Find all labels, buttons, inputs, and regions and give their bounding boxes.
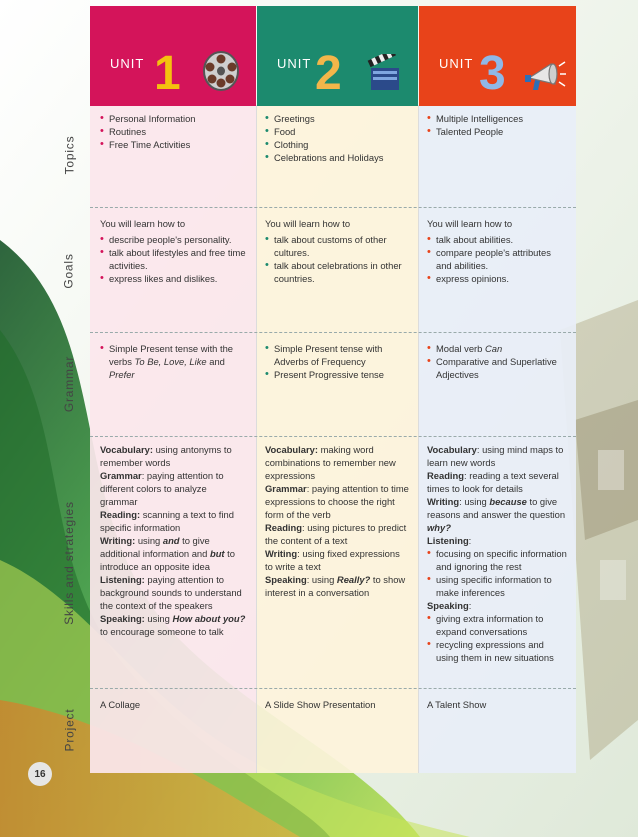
project-unit1: A Collage — [100, 699, 141, 710]
project-unit3: A Talent Show — [427, 699, 487, 710]
unit3-number: 3 — [479, 47, 506, 100]
goals-unit3: You will learn how to • talk about abilities. • compare people's attributes and abilities. • express opinions. — [419, 217, 575, 285]
unit1-word: UNIT — [110, 56, 145, 71]
goals-unit2: You will learn how to • talk about customs of other cultures. • talk about celebrations in other countries. — [257, 217, 417, 285]
skills-unit1: Vocabulary: using antonyms to remember words Grammar: paying attention to different colors to analyze grammar Reading: scanning a text to find specific information Writing: using and to give additional information and but to introduce an opposite idea Listening: paying attention to background sounds to understand the context of the speakers Speaking: using How about you? to encourage someone to talk — [100, 444, 246, 637]
column-unit3-bg — [419, 105, 576, 773]
unit1-header — [90, 6, 256, 106]
row-label-grammar: Grammar — [62, 355, 76, 413]
topics-unit1: • Personal Information • Routines • Free Time Activities — [92, 112, 254, 151]
grammar-unit1: • Simple Present tense with the verbs To Be, Love, Like and Prefer — [92, 342, 254, 381]
column-unit1-bg — [90, 105, 256, 773]
unit2-word: UNIT — [277, 56, 312, 71]
topics-unit3: • Multiple Intelligences • Talented People — [419, 112, 575, 138]
skills-unit3: Vocabulary: using mind maps to learn new words Reading: reading a text several times to look for details Writing: using because to give reasons and answer the question why? Listening: • focusing on specific information and ignoring the rest • using specific information to make inferences Speaking: • giving extra information to expand conversations • recycling expressions and using them in new situations — [419, 443, 575, 664]
topics-unit2: • Greetings • Food • Clothing • Celebrations and Holidays — [257, 112, 417, 164]
film-reel-icon — [202, 50, 240, 92]
clapperboard-icon — [367, 54, 403, 92]
column-unit2-bg — [257, 105, 418, 773]
megaphone-icon — [523, 56, 567, 94]
unit2-header — [257, 6, 418, 106]
grammar-unit3: • Modal verb Can • Comparative and Superlative Adjectives — [419, 342, 575, 381]
grammar-unit2: • Simple Present tense with Adverbs of Frequency • Present Progressive tense — [257, 342, 417, 381]
row-label-topics: Topics — [62, 135, 77, 175]
unit3-header — [419, 6, 576, 106]
unit2-number: 2 — [315, 47, 342, 100]
unit1-number: 1 — [154, 47, 181, 100]
unit3-word: UNIT — [439, 56, 474, 71]
skills-unit2: Vocabulary: making word combinations to remember new expressions Grammar: paying attention to time expressions to choose the right form of the verb Reading: using pictures to predict the content of a text Writing: using fixed expressions to write a text Speaking: using Really? to show interest in a conversation — [265, 444, 409, 598]
project-unit2: A Slide Show Presentation — [265, 699, 376, 710]
row-label-project: Project — [62, 708, 77, 752]
page-number: 16 — [28, 762, 52, 786]
row-label-goals: Goals — [62, 253, 77, 289]
goals-unit1: You will learn how to • describe people's personality. • talk about lifestyles and free time activities. • express likes and dislikes. — [92, 217, 254, 285]
row-label-skills: Skills and strategies — [62, 500, 76, 625]
